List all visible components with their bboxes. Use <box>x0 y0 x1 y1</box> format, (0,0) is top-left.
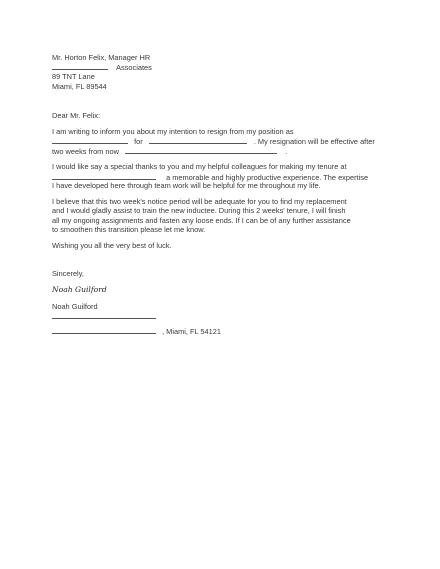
wishes: Wishing you all the very best of luck. <box>52 241 172 250</box>
sender-city-blank <box>52 326 156 334</box>
salutation: Dear Mr. Felix: <box>52 111 101 120</box>
paragraph1-line3 <box>52 146 287 156</box>
position-blank <box>52 136 128 144</box>
paragraph3-line1: I believe that this two week's notice period will be adequate for you to find my replacement <box>52 197 347 206</box>
company-suffix: Associates <box>116 63 152 72</box>
paragraph2-line2-end: a memorable and highly productive experience. The expertise <box>166 173 369 182</box>
sender-city-suffix: , Miami, FL 54121 <box>162 327 221 336</box>
sender-name: Noah Guilford <box>52 302 98 311</box>
paragraph2-line3: I have developed here through team work will be helpful for me throughout my life. <box>52 181 321 190</box>
date-blank <box>125 146 277 154</box>
paragraph3-line4: to smoothen this transition please let me know. <box>52 225 206 234</box>
paragraph2-line1: I would like say a special thanks to you and my helpful colleagues for making my tenure at <box>52 162 347 171</box>
sender-street-blank <box>52 311 156 319</box>
recipient-city: Miami, FL 89544 <box>52 82 107 91</box>
recipient-company-line <box>52 62 152 72</box>
paragraph3-line2: and I would gladly assist to train the new inductee. During this 2 weeks' tenure, I will finish <box>52 206 346 215</box>
sender-address-line2 <box>52 326 221 336</box>
recipient-name-line: Mr. Horton Felix, Manager HR <box>52 53 151 62</box>
paragraph1-line1: I am writing to inform you about my intention to resign from my position as <box>52 127 294 136</box>
paragraph1-line2 <box>52 136 375 146</box>
sender-address-line1 <box>52 311 156 321</box>
company-blank <box>52 62 108 70</box>
company-blank-2 <box>149 136 247 144</box>
paragraph1-line3-end: . <box>285 147 288 156</box>
paragraph3-line3: all my ongoing assignments and fasten any loose ends. If I can be of any further assistance <box>52 216 351 225</box>
paragraph1-line3-start: two weeks from now <box>52 147 119 156</box>
recipient-street: 89 TNT Lane <box>52 72 95 81</box>
closing: Sincerely, <box>52 269 84 278</box>
for-word: for <box>134 137 143 146</box>
company-blank-3 <box>52 172 156 180</box>
signature: Noah Guilford <box>52 285 107 294</box>
paragraph1-line2-end: . My resignation will be effective after <box>253 137 375 146</box>
